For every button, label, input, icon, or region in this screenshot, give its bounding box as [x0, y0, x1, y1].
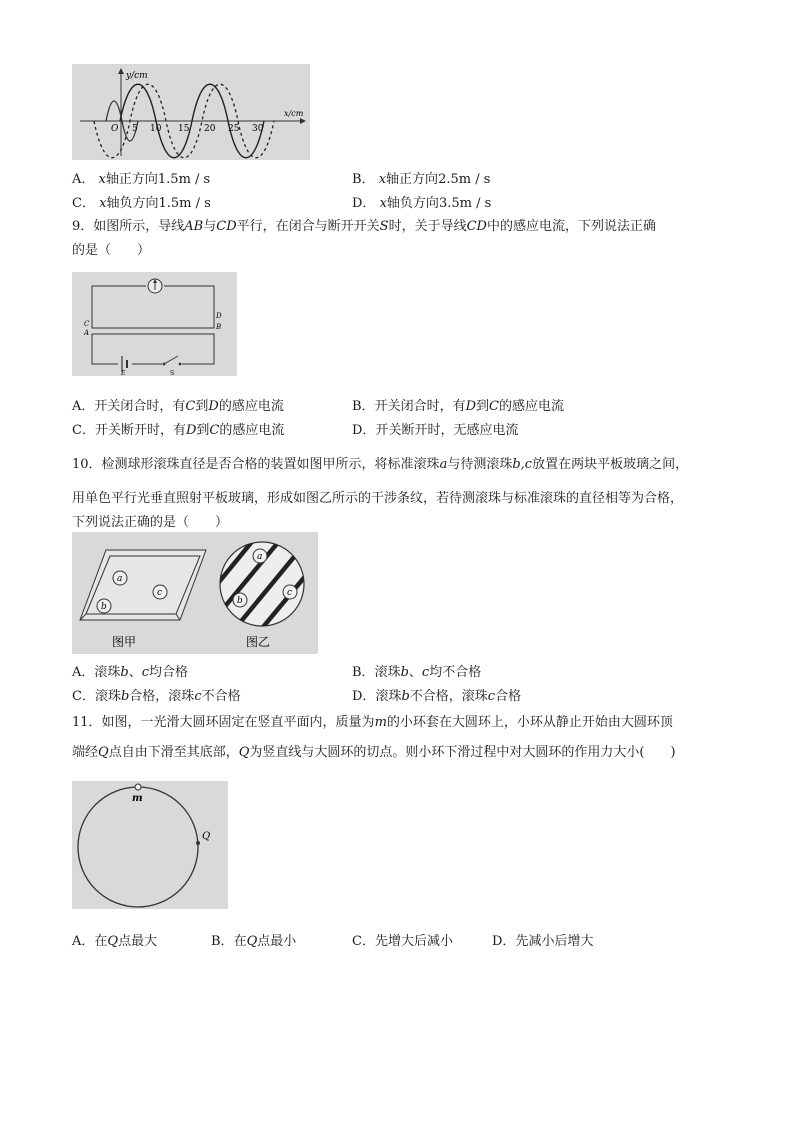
label-b-right: b — [237, 596, 243, 606]
label-c: C — [84, 320, 90, 328]
label-b-left: b — [101, 602, 107, 612]
q9-option-b: B．开关闭合时，有D到C的感应电流 — [352, 399, 564, 414]
label-a-right: a — [257, 552, 263, 562]
q9-line2: 的是（ ） — [72, 243, 151, 258]
interference-figure — [72, 532, 318, 654]
q11-option-a: A．在Q点最大 — [72, 934, 158, 949]
tick-15: 15 — [178, 124, 190, 134]
q10-option-d: D．滚珠b不合格，滚珠c合格 — [352, 689, 522, 704]
circuit-diagram — [72, 272, 237, 376]
label-d: D — [216, 312, 222, 320]
y-axis-label: y/cm — [126, 71, 148, 81]
label-q: Q — [202, 831, 211, 842]
q11-line2: 端经Q点自由下滑至其底部，Q为竖直线与大圆环的切点。则小环下滑过程中对大圆环的作用力大小( ) — [72, 745, 676, 760]
tick-5: 5 — [132, 124, 138, 134]
wave-graph — [72, 64, 310, 160]
interference-diagram — [72, 532, 318, 654]
tick-10: 10 — [150, 124, 162, 134]
q10-option-a: A．滚珠b、c均合格 — [72, 665, 189, 680]
label-a: A — [84, 329, 90, 337]
q8-option-b: B． x轴正方向2.5m / s — [352, 172, 491, 187]
q10-line3: 下列说法正确的是（ ） — [72, 515, 229, 530]
q9-option-c: C．开关断开时，有D到C的感应电流 — [72, 423, 285, 438]
q9-option-d: D．开关断开时，无感应电流 — [352, 423, 519, 438]
q10-line2: 用单色平行光垂直照射平板玻璃，形成如图乙所示的干涉条纹，若待测滚珠与标准滚珠的直径相等为合格， — [72, 491, 684, 506]
ring-diagram — [72, 781, 228, 909]
q10-option-b: B．滚珠b、c均不合格 — [352, 665, 482, 680]
label-c-left: c — [157, 588, 163, 598]
label-s: S — [170, 370, 175, 376]
point-q — [196, 841, 200, 845]
circuit-figure — [72, 272, 237, 376]
q11-option-b: B．在Q点最小 — [211, 934, 297, 949]
tick-20: 20 — [204, 124, 216, 134]
q8-option-a: A． x轴正方向1.5m / s — [72, 172, 211, 187]
q11-option-c: C．先增大后减小 — [352, 934, 453, 949]
q9-option-a: A．开关闭合时，有C到D的感应电流 — [72, 399, 284, 414]
tick-30: 30 — [252, 124, 264, 134]
y-axis-arrow — [118, 68, 124, 74]
label-a-left: a — [117, 574, 123, 584]
q11-option-d: D．先减小后增大 — [492, 934, 594, 949]
q9-stem — [72, 215, 727, 263]
q9-line1: 9．如图所示，导线AB与CD平行，在闭合与断开开关S时，关于导线CD中的感应电流，下列说法正确 — [72, 219, 656, 234]
caption-figure-jia: 图甲 — [112, 635, 137, 649]
q10-line1: 10．检测球形滚珠直径是否合格的装置如图甲所示，将标准滚珠a与待测滚珠b,c放置在两块平板玻璃之间， — [72, 457, 689, 472]
q8-option-d: D． x轴负方向3.5m / s — [352, 196, 492, 211]
small-ring — [135, 784, 141, 790]
x-axis-label: x/cm — [284, 109, 304, 118]
label-b: B — [216, 323, 222, 331]
label-c-right: c — [287, 588, 293, 598]
big-ring — [78, 787, 198, 907]
origin-label: O — [111, 124, 119, 134]
caption-figure-yi: 图乙 — [246, 635, 271, 649]
q10-stem — [72, 450, 727, 532]
x-axis-arrow — [300, 118, 306, 124]
q8-option-c: C． x轴负方向1.5m / s — [72, 196, 211, 211]
label-e: E — [121, 370, 126, 376]
q11-line1: 11．如图，一光滑大圆环固定在竖直平面内，质量为m的小环套在大圆环上，小环从静止开始由大圆环顶 — [72, 715, 673, 730]
q10-option-c: C．滚珠b合格，滚珠c不合格 — [72, 689, 241, 704]
label-m: m — [132, 793, 143, 804]
q11-stem — [72, 708, 727, 768]
wave-figure — [72, 64, 310, 160]
ring-figure — [72, 781, 228, 909]
tick-25: 25 — [228, 124, 240, 134]
